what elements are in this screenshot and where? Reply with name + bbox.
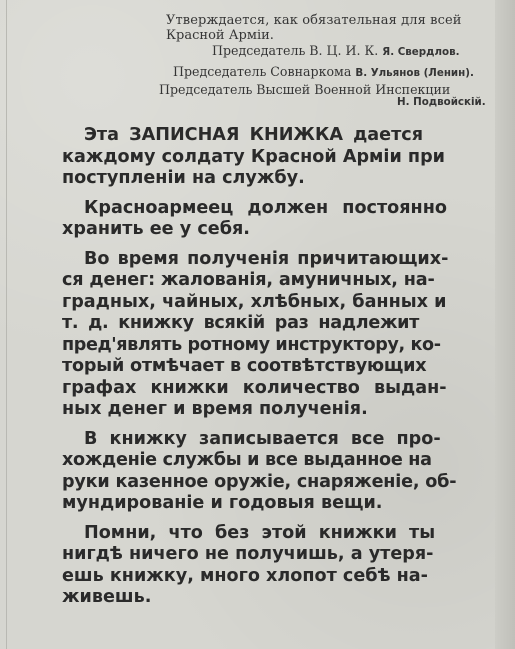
signatory-vcik-name: Я. Свердлов. [382, 46, 460, 58]
text-line: ных денег и время полученія. [62, 399, 368, 419]
text-line: т. д. книжку всякій раз надлежит [62, 313, 420, 333]
paragraph-3 [62, 248, 484, 421]
text-line: поступленіи на службу. [62, 168, 305, 188]
signatory-sovnarkom-title: Председатель Совнаркома [173, 64, 356, 79]
text-line: хранить ее у себя. [62, 219, 250, 239]
main-text [62, 125, 484, 617]
text-line: Эта ЗАПИСНАЯ КНИЖКА дается [84, 125, 424, 145]
paragraph-1 [62, 125, 484, 190]
paragraph-4 [62, 428, 484, 515]
text-line: нигдѣ ничего не получишь, а утеря- [62, 544, 434, 564]
signatory-inspection-name: Н. Подвойскій. [397, 96, 486, 108]
text-line: живешь. [62, 587, 152, 607]
text-line: хожденіе службы и все выданное на [62, 450, 432, 470]
text-line: торый отмѣчает в соотвѣтствующих [62, 356, 427, 376]
signatory-vcik [212, 43, 460, 58]
signatory-sovnarkom-name: В. Ульянов (Ленин). [355, 67, 474, 79]
text-line: ся денег: жалованія, амуничных, на- [62, 270, 435, 290]
text-line: руки казенное оружіе, снаряженіе, об- [62, 471, 457, 492]
text-line: ешь книжку, много хлопот себѣ на- [62, 565, 428, 586]
text-line: Во время полученія причитающих- [84, 248, 449, 269]
signatory-sovnarkom [173, 64, 474, 79]
approval-header [0, 0, 515, 115]
text-line: Помни, что без этой книжки ты [84, 522, 436, 543]
text-line: каждому солдату Красной Арміи при [62, 146, 445, 167]
approval-line-2: Красной Арміи. [166, 28, 274, 43]
text-line: Красноармеец должен постоянно [84, 197, 447, 218]
signatory-inspection-title: Председатель Высшей Военной Инспекции [159, 82, 451, 97]
paragraph-5 [62, 522, 484, 609]
text-line: графах книжки количество выдан- [62, 377, 447, 398]
text-line: пред'являть ротному инструктору, ко- [62, 334, 441, 355]
signatory-inspection [397, 96, 486, 108]
text-line: В книжку записывается все про- [84, 428, 441, 449]
signatory-vcik-title: Председатель В. Ц. И. К. [212, 43, 383, 58]
text-line: мундированіе и годовыя вещи. [62, 493, 383, 513]
approval-line-1: Утверждается, как обязательная для всей [166, 13, 462, 28]
text-line: градных, чайных, хлѣбных, банных и [62, 291, 447, 312]
paragraph-2 [62, 197, 484, 241]
